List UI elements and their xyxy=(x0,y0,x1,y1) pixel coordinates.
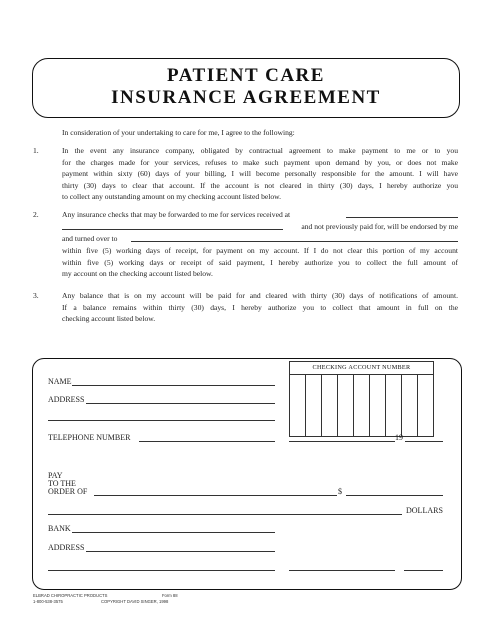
item-2-text xyxy=(62,245,458,280)
item-2-line: my account on the checking account listed below. xyxy=(62,269,213,279)
date-field[interactable] xyxy=(289,441,395,442)
item-1-line: In the event any insurance company, obligated by contractual agreement to make payment to me or to you xyxy=(62,146,458,155)
item-2-line: within five (5) working days of receipt, for payment on my account. If I do not clear this portion of my account xyxy=(62,246,458,255)
item-2-line-3: and turned over to xyxy=(62,234,118,243)
checking-digit-cell[interactable] xyxy=(385,374,386,436)
checking-digit-cell[interactable] xyxy=(353,374,354,436)
title-box xyxy=(32,58,460,118)
item-2-number: 2. xyxy=(33,210,39,219)
signature-field[interactable] xyxy=(289,570,395,571)
amount-words-field[interactable] xyxy=(48,514,402,515)
item-1-line: to collect any outstanding amount on my checking account listed below. xyxy=(62,192,282,202)
footer-publisher: ELBRAD CHIROPRACTIC PRODUCTS xyxy=(33,593,108,598)
checking-digit-cell[interactable] xyxy=(321,374,322,436)
year-field[interactable] xyxy=(405,441,443,442)
name-field[interactable] xyxy=(72,385,275,386)
item-3-text xyxy=(62,290,458,325)
address-label: ADDRESS xyxy=(48,395,85,404)
title-line-1: PATIENT CARE xyxy=(167,65,325,86)
footer-form-number: Form 88 xyxy=(162,593,178,598)
address-field[interactable] xyxy=(86,403,275,404)
item-1-line: for the charges made for your services, refuses to make such payment upon demand by you, or does not make xyxy=(62,157,458,167)
check-number-field[interactable] xyxy=(404,570,443,571)
amount-field[interactable] xyxy=(346,495,443,496)
item-3-line: If a balance remains within thirty (30) days, I hereby authorize you to collect that amount in full on the xyxy=(62,302,458,312)
payee-field[interactable] xyxy=(94,495,337,496)
checking-account-grid[interactable] xyxy=(289,361,434,437)
dollars-label: DOLLARS xyxy=(406,506,443,515)
order-of-label: ORDER OF xyxy=(48,487,88,496)
footer-phone: 1-800-538-3575 xyxy=(33,599,63,604)
to-the-label: TO THE xyxy=(48,479,76,488)
item-3-line: checking account listed below. xyxy=(62,314,156,324)
dollar-sign: $ xyxy=(338,487,342,496)
title-line-2: INSURANCE AGREEMENT xyxy=(111,87,381,108)
item-1-line: payment within sixty (60) days of your billing, I will become personally responsible for the amount. I will have xyxy=(62,169,458,179)
year-prefix: 19 xyxy=(395,433,403,442)
intro-text: In consideration of your undertaking to care for me, I agree to the following: xyxy=(62,128,295,137)
checking-digit-cell[interactable] xyxy=(305,374,306,436)
item-1-number: 1. xyxy=(33,146,39,155)
item-2-line-2: and not previously paid for, will be endorsed by me xyxy=(301,222,458,231)
item-3-line: Any balance that is on my account will be paid for and cleared with thirty (30) days of notifications of amount. xyxy=(62,291,458,300)
bank-address-field[interactable] xyxy=(86,551,275,552)
item-1-line: thirty (30) days to clear that account. If the account is not cleared in thirty (30) days, I hereby authorize you xyxy=(62,180,458,190)
address-field-line-2[interactable] xyxy=(48,420,275,421)
item-3-number: 3. xyxy=(33,291,39,300)
bank-address-label: ADDRESS xyxy=(48,543,85,552)
item-2-line-1: Any insurance checks that may be forwarded to me for services received at xyxy=(62,210,291,219)
checking-digit-cell[interactable] xyxy=(369,374,370,436)
footer-copyright: COPYRIGHT DAVID SINGER, 1998 xyxy=(101,599,169,604)
checking-digit-cell[interactable] xyxy=(401,374,402,436)
bank-label: BANK xyxy=(48,524,71,533)
bank-field[interactable] xyxy=(72,532,275,533)
checking-digit-cell[interactable] xyxy=(337,374,338,436)
checking-digit-cell[interactable] xyxy=(417,374,418,436)
item-2-line: within five (5) working days or receipt of said payment, I hereby authorize you to collect the full amount of xyxy=(62,257,458,267)
facility-blank[interactable] xyxy=(346,217,458,218)
telephone-field[interactable] xyxy=(139,441,275,442)
pay-label: PAY xyxy=(48,471,63,480)
telephone-label: TELEPHONE NUMBER xyxy=(48,433,131,442)
bank-address-field-line-2[interactable] xyxy=(48,570,275,571)
turned-over-blank[interactable] xyxy=(131,241,458,242)
name-label: NAME xyxy=(48,377,72,386)
facility-blank-cont[interactable] xyxy=(62,229,283,230)
checking-account-header: CHECKING ACCOUNT NUMBER xyxy=(290,362,433,375)
item-1-text xyxy=(62,145,458,203)
